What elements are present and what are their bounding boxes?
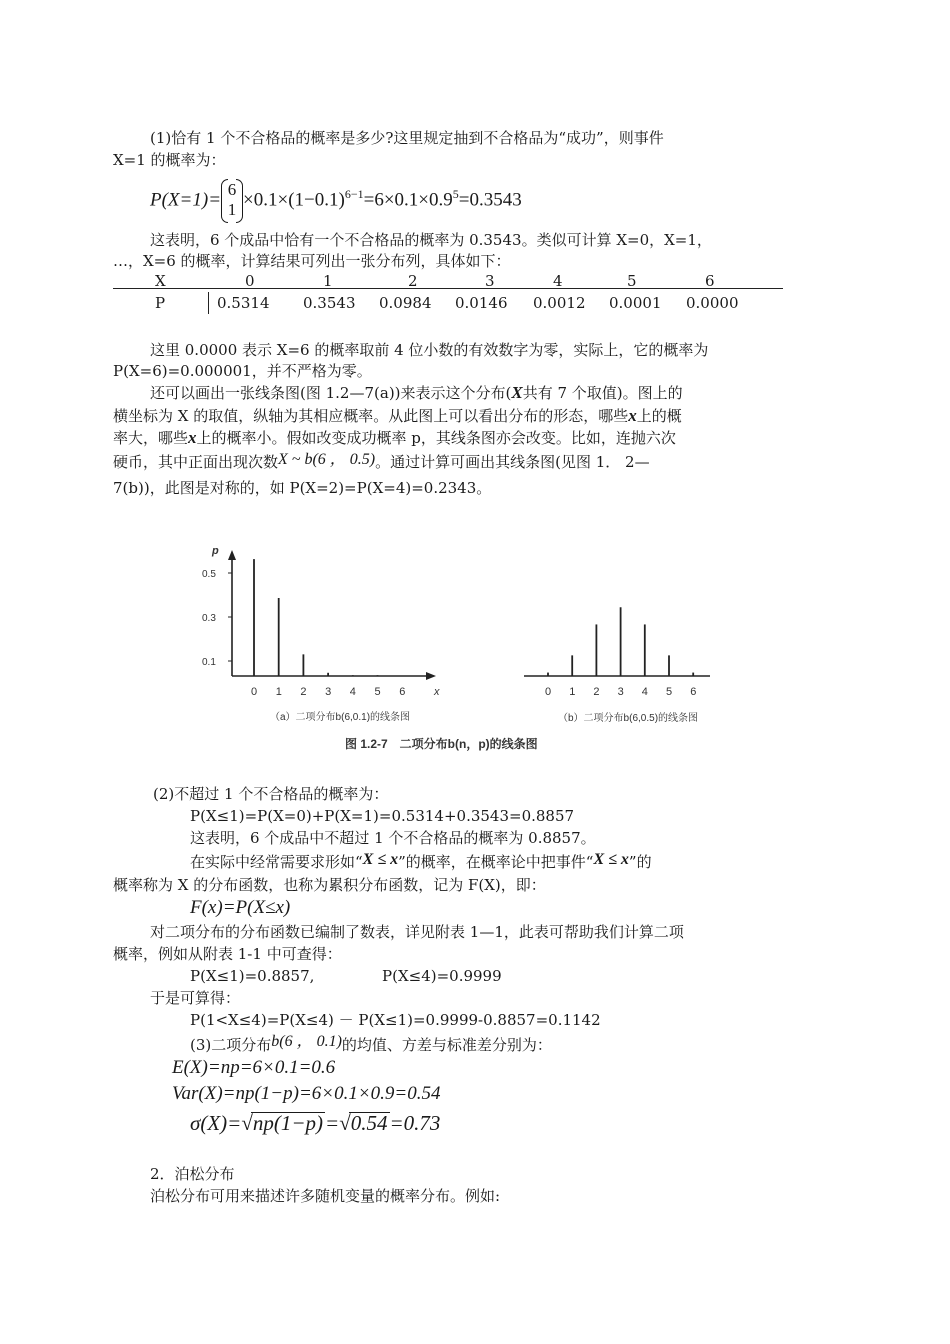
chart-a-ytick-05: 0.5 (202, 569, 216, 580)
sec2-line1: (2)不超过 1 个不合格品的概率为： (153, 785, 389, 803)
para1-line2: X=1 的概率为： (113, 151, 226, 169)
eq1-exp2: 5 (452, 187, 459, 201)
chart-a-y-arrow (228, 550, 236, 560)
sec3-line1 (190, 1035, 552, 1056)
para4-line2b: 上的概 (636, 407, 682, 425)
chart-a-xtick-1: 1 (275, 686, 282, 698)
chart-a-marks (251, 559, 405, 698)
chart-a-ytick-03: 0.3 (202, 613, 216, 624)
var-X: X (511, 383, 523, 402)
chart-a-xtick-3: 3 (325, 686, 332, 698)
eq1-lhs: P(X=1)= (150, 189, 222, 211)
para4-line3a: 率大，哪些 (113, 429, 189, 447)
figure-caption: 图 1.2-7 二项分布b(n，p)的线条图 (345, 737, 538, 751)
chart-b-xtick-1: 1 (569, 686, 576, 698)
equation-variance: Var(X)=np(1−p)=6×0.1×0.9=0.54 (172, 1083, 441, 1104)
sec3-line1b: 的均值、方差与标准差分别为： (341, 1036, 552, 1054)
chart-b-xtick-4: 4 (641, 686, 648, 698)
para4-line3b: 上的概率小。假如改变成功概率 p，其线条图亦会改变。比如，连抛六次 (196, 429, 676, 447)
table-p-3: 0.0146 (455, 294, 508, 312)
para1-line1: (1)恰有 1 个不合格品的概率是多少?这里规定抽到不合格品为“成功”，则事件 (150, 129, 664, 147)
table-divider (208, 292, 209, 314)
para3-line2: P(X=6)=0.000001，并不严格为零。 (113, 362, 372, 380)
sec2-line7: 概率，例如从附表 1-1 中可查得： (113, 945, 342, 963)
chart-b-xtick-5: 5 (666, 686, 673, 698)
table-x-6: 6 (705, 272, 715, 290)
equation-std (190, 1108, 440, 1138)
figure-svg (190, 540, 750, 760)
table-p-5: 0.0001 (609, 294, 662, 312)
eq1-exp: 6−1 (344, 187, 364, 201)
chart-a-xtick-2: 2 (300, 686, 307, 698)
para4-line2a: 横坐标为 X 的取值，纵轴为其相应概率。从此图上可以看出分布的形态，哪些 (113, 407, 629, 425)
table-x-4: 4 (553, 272, 563, 290)
math-b-6-01: b(6 ， 0.1) (271, 1033, 342, 1050)
sec2-line4 (190, 852, 652, 873)
para4-line1 (150, 383, 683, 403)
sec2-line2: P(X≤1)=P(X=0)+P(X=1)=0.5314+0.3543=0.8857 (190, 807, 575, 825)
sec2-line9: 于是可算得： (150, 989, 241, 1007)
equation-binomial-p1 (150, 170, 522, 224)
sec2-line5: 概率称为 X 的分布函数，也称为累积分布函数，记为 F(X)，即： (113, 876, 546, 894)
sec3-line1a: (3)二项分布 (190, 1036, 272, 1054)
para4-line4b: 。通过计算可画出其线条图(见图 1． 2— (375, 453, 650, 471)
sec2-line4b: ”的概率，在概率论中把事件“ (398, 853, 594, 871)
chart-a-xtick-0: 0 (251, 686, 258, 698)
sec2-line8b: P(X≤4)=0.9999 (382, 967, 502, 985)
chart-b-xtick-0: 0 (545, 686, 552, 698)
chart-a-x-arrow (426, 672, 436, 680)
chart-a-xtick-4: 4 (349, 686, 356, 698)
var-x2: x (188, 428, 197, 447)
math-x-b-6-05: X ~ b(6 ， 0.5) (278, 451, 376, 468)
chart-b-caption: （b）二项分布b(6,0.5)的线条图 (558, 713, 699, 724)
eq-sd-a: σ(X)=√ (190, 1111, 253, 1135)
sec2-line8a: P(X≤1)=0.8857, (190, 967, 315, 985)
sec2-line3: 这表明，6 个成品中不超过 1 个不合格品的概率为 0.8857。 (190, 829, 596, 847)
chart-a-caption: （a）二项分布b(6,0.1)的线条图 (270, 712, 411, 723)
equation-cdf: F(x)=P(X≤x) (190, 897, 291, 918)
table-p-0: 0.5314 (217, 294, 270, 312)
para4-line5: 7(b))，此图是对称的，如 P(X=2)=P(X=4)=0.2343。 (113, 479, 492, 497)
table-x-1: 1 (323, 272, 333, 290)
para4-line4 (113, 452, 650, 473)
table-p-6: 0.0000 (686, 294, 739, 312)
chart-a-x-label: x (434, 686, 440, 698)
para4-line4a: 硬币，其中正面出现次数 (113, 453, 279, 471)
figure-line-charts (190, 540, 750, 760)
chart-a-y-label: p (212, 545, 219, 557)
sec2-line10: P(1<X≤4)=P(X≤4) － P(X≤1)=0.9999-0.8857=0.1142 (190, 1011, 601, 1029)
table-x-5: 5 (627, 272, 637, 290)
sec4-heading: 2．泊松分布 (150, 1165, 235, 1183)
sec2-line4c: ”的 (628, 853, 652, 871)
eq-sd-radicand: np(1−p) (252, 1111, 324, 1135)
distribution-table (113, 272, 783, 318)
chart-b-xtick-3: 3 (617, 686, 624, 698)
chart-a-xtick-5: 5 (374, 686, 381, 698)
sec4-line1: 泊松分布可用来描述许多随机变量的概率分布。例如: (150, 1187, 501, 1205)
table-p-1: 0.3543 (303, 294, 356, 312)
chart-b-xtick-6: 6 (690, 686, 697, 698)
eq-sd-c: =√ (325, 1111, 351, 1135)
table-x-label: X (155, 272, 166, 290)
table-x-3: 3 (485, 272, 495, 290)
eq1-rest-b: =6×0.1×0.9 (363, 189, 453, 211)
equation-mean: E(X)=np=6×0.1=0.6 (172, 1057, 336, 1078)
eq-sd-radicand2: 0.54 (350, 1111, 388, 1135)
binom-top: 6 (227, 179, 237, 199)
para4-line1b: 共有 7 个取值)。图上的 (522, 384, 683, 402)
table-p-2: 0.0984 (379, 294, 432, 312)
table-p-4: 0.0012 (533, 294, 586, 312)
sec2-line6: 对二项分布的分布函数已编制了数表，详见附表 1—1，此表可帮助我们计算二项 (150, 923, 684, 941)
chart-b-xtick-2: 2 (593, 686, 600, 698)
table-x-0: 0 (245, 272, 255, 290)
para4-line3 (113, 428, 676, 448)
para4-line1a: 还可以画出一张线条图(图 1.2—7(a))来表示这个分布( (150, 384, 512, 402)
var-x: x (628, 406, 637, 425)
eq-sd-e: =0.73 (389, 1111, 441, 1135)
math-X-le-x: X ≤ x (362, 851, 399, 868)
sec2-line4a: 在实际中经常需要求形如“ (190, 853, 363, 871)
math-X-le-x-2: X ≤ x (593, 851, 629, 868)
para3-line1: 这里 0.0000 表示 X=6 的概率取前 4 位小数的有效数字为零，实际上，它的概率为 (150, 341, 709, 359)
chart-b-marks (545, 607, 696, 698)
binom-bottom: 1 (227, 199, 237, 219)
eq1-rest-c: =0.3543 (458, 189, 522, 211)
chart-a-xtick-6: 6 (399, 686, 406, 698)
binomial-coefficient (221, 179, 243, 223)
para4-line2 (113, 406, 682, 426)
table-x-2: 2 (408, 272, 418, 290)
para2-line2: …，X=6 的概率，计算结果可列出一张分布列，具体如下： (113, 252, 511, 270)
table-p-label: P (155, 294, 166, 312)
para2-line1: 这表明，6 个成品中恰有一个不合格品的概率为 0.3543。类似可计算 X=0，X=1， (150, 231, 712, 249)
table-rule (113, 288, 783, 289)
chart-a-ytick-01: 0.1 (202, 657, 216, 668)
eq1-rest-a: ×0.1×(1−0.1) (243, 189, 345, 211)
